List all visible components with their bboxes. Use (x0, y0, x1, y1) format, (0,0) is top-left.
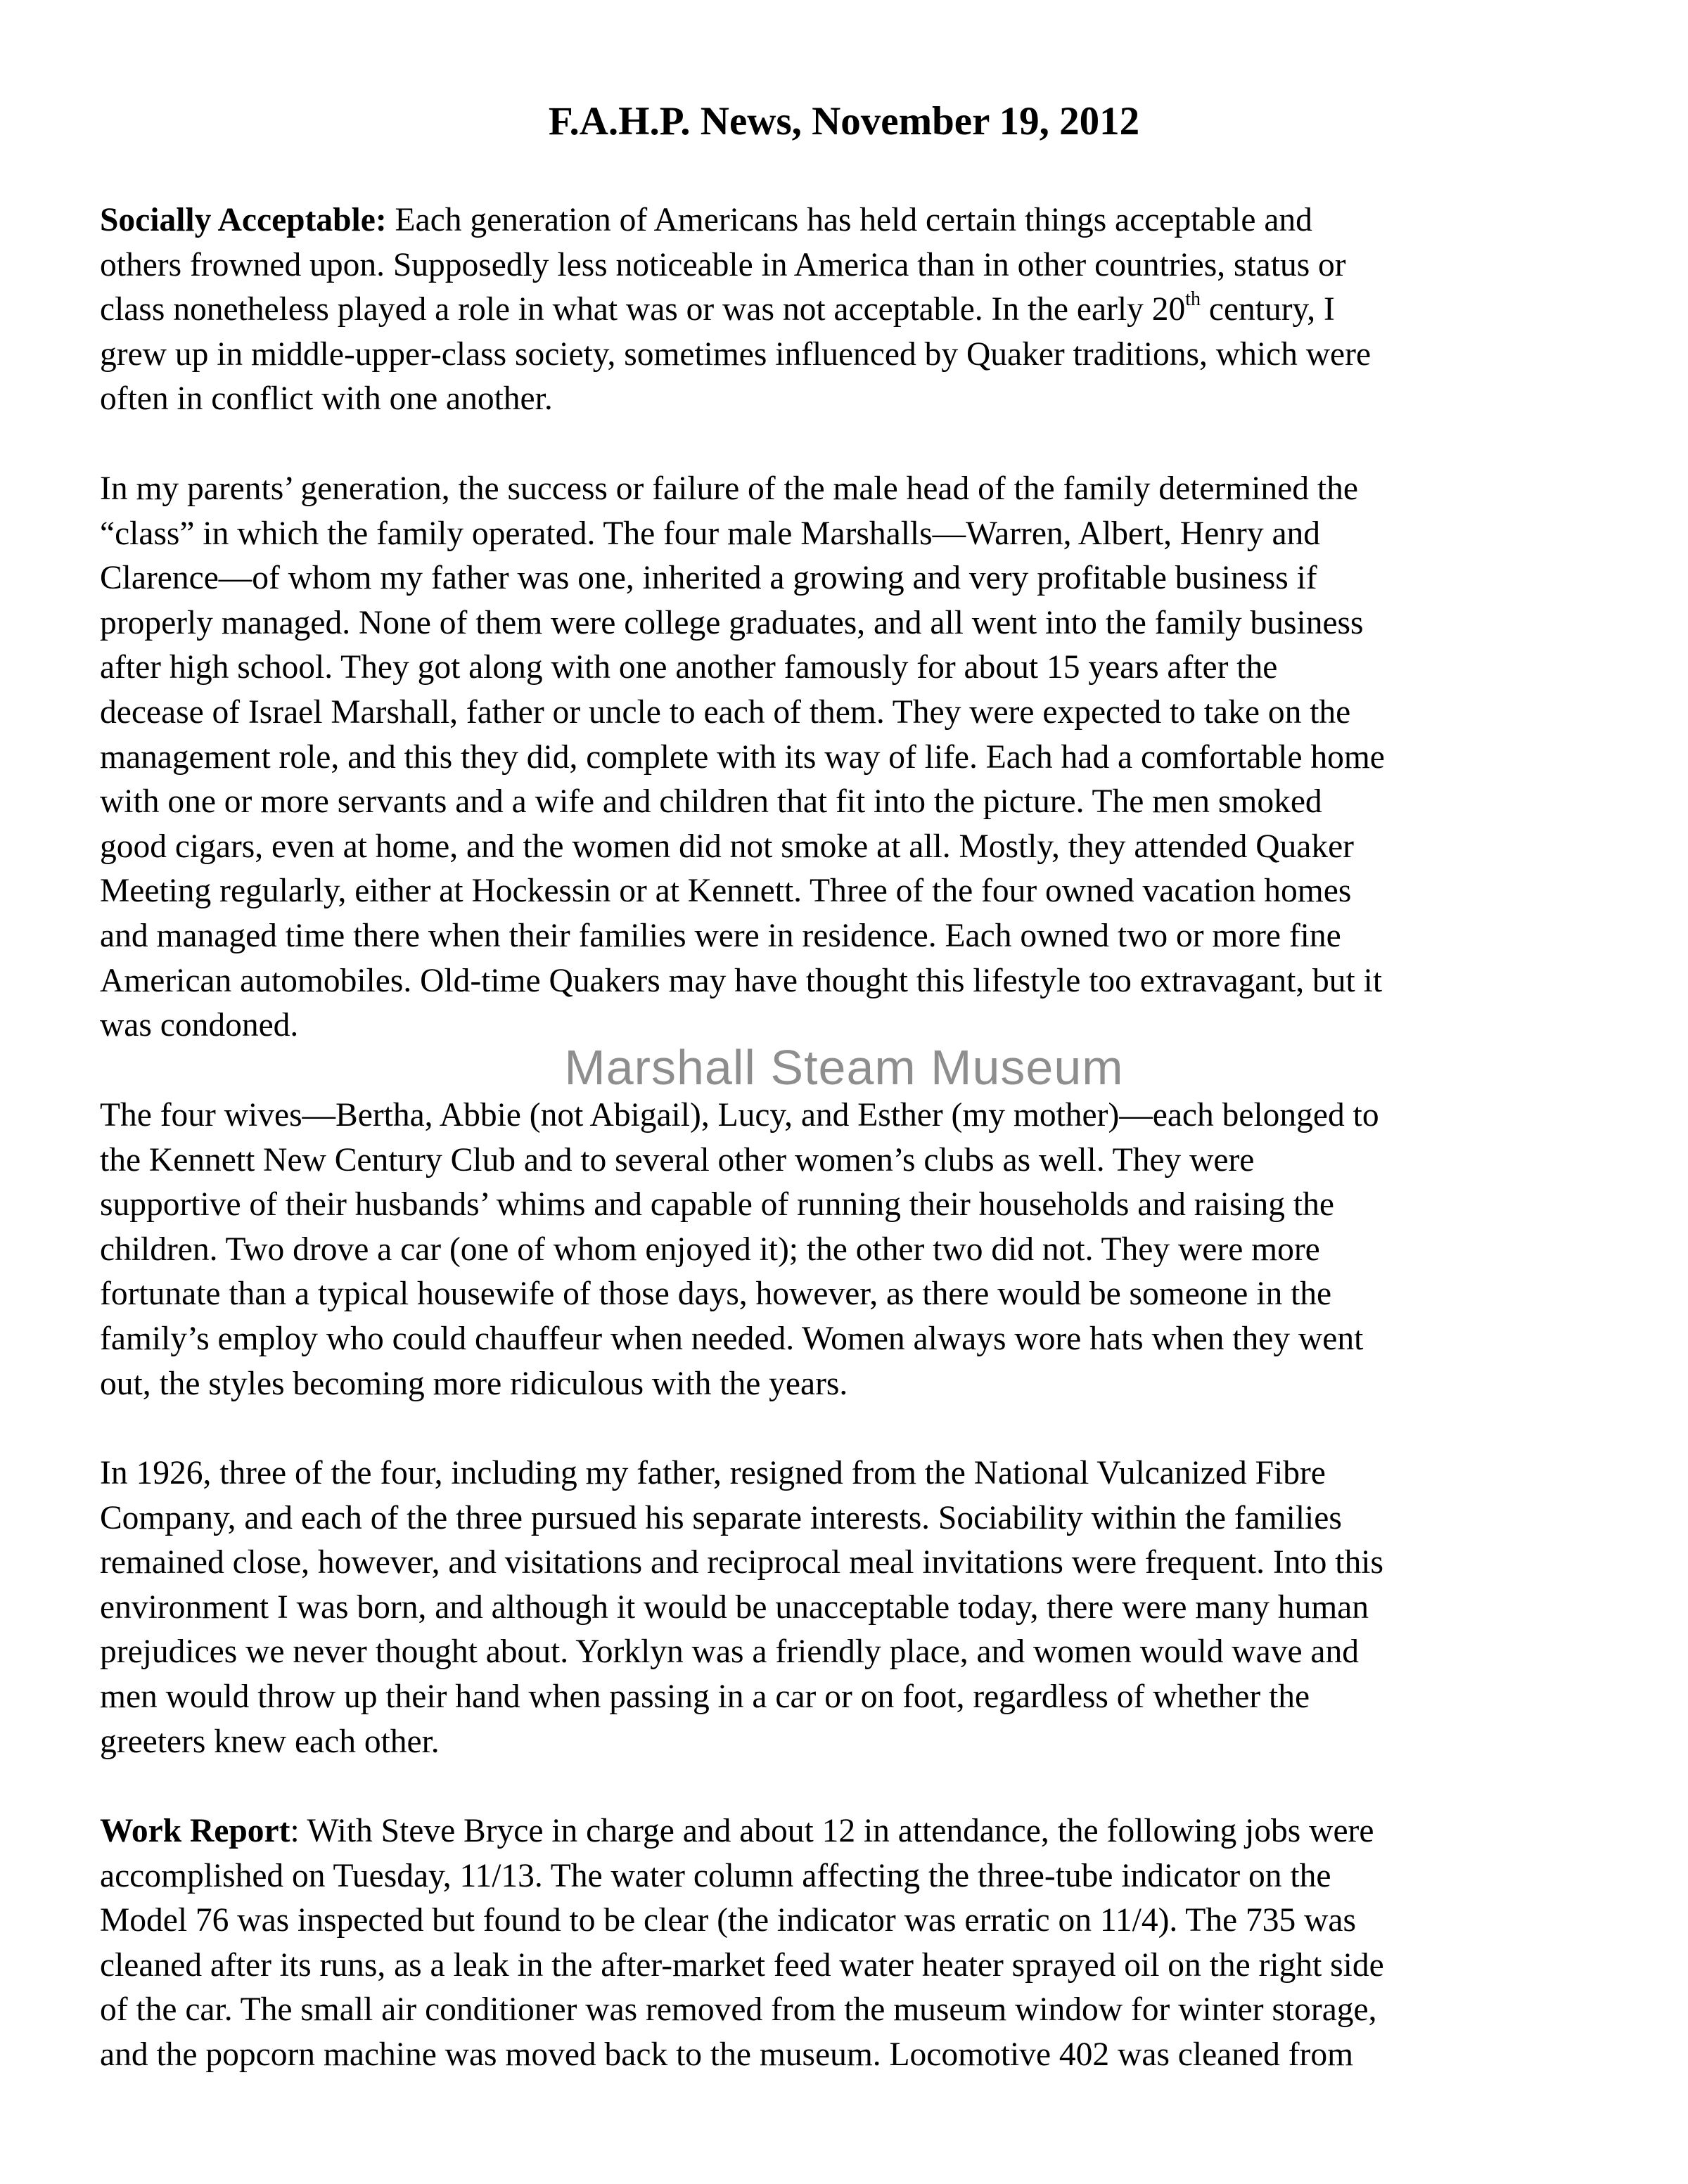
text-line: family’s employ who could chauffeur when needed. Women always wore hats when they went (100, 1320, 1364, 1357)
text-line: remained close, however, and visitations and reciprocal meal invitations were frequent. Into this (100, 1544, 1383, 1581)
text-line: with one or more servants and a wife and children that fit into the picture. The men smoked (100, 783, 1322, 821)
text-line: others frowned upon. Supposedly less noticeable in America than in other countries, status or (100, 246, 1346, 283)
text-line: decease of Israel Marshall, father or uncle to each of them. They were expected to take on the (100, 693, 1351, 731)
text-line: properly managed. None of them were college graduates, and all went into the family business (100, 604, 1364, 641)
text-line: The four wives—Bertha, Abbie (not Abigail), Lucy, and Esther (my mother)—each belonged to (100, 1097, 1379, 1133)
text-line: good cigars, even at home, and the women did not smoke at all. Mostly, they attended Quaker (100, 828, 1354, 865)
text-line: after high school. They got along with one another famously for about 15 years after the (100, 649, 1278, 686)
text-line: In my parents’ generation, the success or failure of the male head of the family determined the (100, 470, 1358, 507)
paragraph-1926 (100, 1451, 1619, 1764)
section-heading-work-report: Work Report (100, 1813, 290, 1849)
ordinal-superscript: th (1185, 288, 1201, 311)
text-line: Company, and each of the three pursued his separate interests. Sociability within the families (100, 1499, 1342, 1536)
text-line: cleaned after its runs, as a leak in the after-market feed water heater sprayed oil on the right side (100, 1946, 1384, 1984)
text-line: out, the styles becoming more ridiculous with the years. (100, 1365, 848, 1402)
text-line: Socially Acceptable: Each generation of Americans has held certain things acceptable and (100, 202, 1312, 238)
text-line: management role, and this they did, complete with its way of life. Each had a comfortable home (100, 738, 1385, 776)
text-line: fortunate than a typical housewife of those days, however, as there would be someone in the (100, 1276, 1332, 1313)
text-line: often in conflict with one another. (100, 380, 553, 418)
text-line: of the car. The small air conditioner was removed from the museum window for winter storage, (100, 1991, 1377, 2029)
text-line: environment I was born, and although it would be unacceptable today, there were many human (100, 1588, 1369, 1626)
text-line: Meeting regularly, either at Hockessin or at Kennett. Three of the four owned vacation homes (100, 873, 1352, 910)
paragraph-parents-generation (100, 467, 1619, 1048)
text-line: prejudices we never thought about. Yorklyn was a friendly place, and women would wave and (100, 1633, 1360, 1671)
paragraph-socially-acceptable (100, 198, 1619, 422)
text-line: “class” in which the family operated. The four male Marshalls—Warren, Albert, Henry and (100, 515, 1321, 552)
text-line: American automobiles. Old-time Quakers may have thought this lifestyle too extravagant, but it (100, 962, 1383, 999)
text-line: class nonetheless played a role in what was or was not acceptable. In the early 20th century, I (100, 288, 1335, 328)
text-line: the Kennett New Century Club and to several other women’s clubs as well. They were (100, 1141, 1255, 1178)
newsletter-title: F.A.H.P. News, November 19, 2012 (548, 99, 1140, 143)
text-line: greeters knew each other. (100, 1723, 440, 1760)
text-line: and the popcorn machine was moved back to the museum. Locomotive 402 was cleaned from (100, 2036, 1354, 2073)
text-line: accomplished on Tuesday, 11/13. The water column affecting the three-tube indicator on the (100, 1857, 1331, 1894)
section-heading-socially-acceptable: Socially Acceptable: (100, 202, 387, 238)
text-line: and managed time there when their families were in residence. Each owned two or more fine (100, 917, 1341, 954)
text-line: men would throw up their hand when passing in a car or on foot, regardless of whether the (100, 1678, 1310, 1715)
paragraph-four-wives (100, 1093, 1619, 1406)
paragraph-work-report (100, 1809, 1619, 2078)
text-line: Work Report: With Steve Bryce in charge and about 12 in attendance, the following jobs were (100, 1813, 1374, 1849)
text-line: was condoned. (100, 1007, 299, 1044)
text-line: In 1926, three of the four, including my father, resigned from the National Vulcanized Fibre (100, 1455, 1326, 1491)
text-line: Clarence—of whom my father was one, inherited a growing and very profitable business if (100, 560, 1317, 597)
text-line: supportive of their husbands’ whims and capable of running their households and raising the (100, 1186, 1334, 1223)
text-line: Model 76 was inspected but found to be clear (the indicator was erratic on 11/4). The 735 was (100, 1902, 1357, 1939)
watermark: Marshall Steam Museum (564, 1040, 1124, 1095)
text-line: children. Two drove a car (one of whom enjoyed it); the other two did not. They were more (100, 1231, 1320, 1268)
text-line: grew up in middle-upper-class society, sometimes influenced by Quaker traditions, which were (100, 335, 1372, 373)
